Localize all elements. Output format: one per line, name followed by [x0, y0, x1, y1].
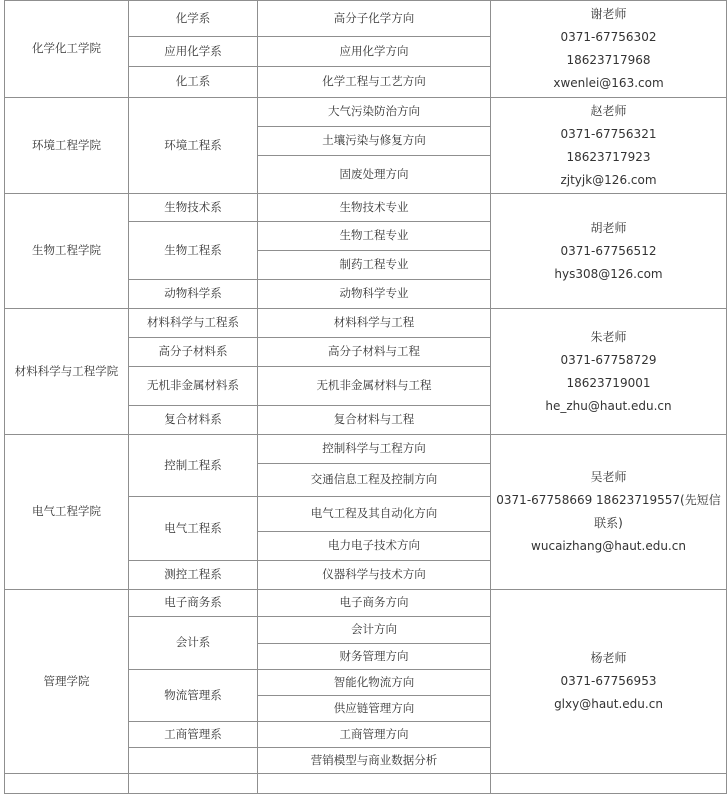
- contact-cell: [491, 194, 727, 309]
- contact-phone: 0371-67758729: [560, 352, 657, 367]
- major-name: 材料科学与工程: [258, 309, 491, 338]
- major-name: 电子商务方向: [258, 590, 491, 617]
- college-name: 电气工程学院: [5, 435, 129, 590]
- contact-cell: [491, 590, 727, 774]
- college-name: 材料科学与工程学院: [5, 309, 129, 435]
- major-name: 固废处理方向: [258, 156, 491, 194]
- contact-phone: 0371-67756512: [560, 243, 657, 258]
- department-name: 无机非金属材料系: [129, 367, 258, 406]
- department-name: 材料科学与工程系: [129, 309, 258, 338]
- department-name: 测控工程系: [129, 561, 258, 590]
- major-name: 会计方向: [258, 617, 491, 644]
- contact-mobile: 18623719001: [566, 375, 651, 390]
- major-name: 高分子材料与工程: [258, 338, 491, 367]
- major-name: 制药工程专业: [258, 251, 491, 280]
- major-name: 复合材料与工程: [258, 406, 491, 435]
- college-name: 化学化工学院: [5, 1, 129, 98]
- college-name: 生物工程学院: [5, 194, 129, 309]
- major-name: 电力电子技术方向: [258, 532, 491, 561]
- department-name: 化工系: [129, 67, 258, 98]
- major-name: 财务管理方向: [258, 644, 491, 670]
- contact-teacher: 谢老师: [590, 7, 627, 21]
- major-name: 营销模型与商业数据分析: [258, 748, 491, 774]
- major-name: 动物科学专业: [258, 280, 491, 309]
- program-table: [4, 0, 727, 794]
- contact-teacher: 吴老师: [590, 470, 627, 484]
- department-name: 物流管理系: [129, 670, 258, 722]
- contact-email: hys308@126.com: [554, 266, 663, 281]
- contact-phone: 0371-67758669 18623719557(先短信联系): [496, 493, 721, 530]
- contact-teacher: 胡老师: [590, 220, 627, 235]
- contact-cell: [491, 1, 727, 98]
- contact-phone: 0371-67756953: [560, 674, 657, 688]
- contact-email: xwenlei@163.com: [553, 76, 664, 90]
- major-name: 无机非金属材料与工程: [258, 367, 491, 406]
- major-name: 供应链管理方向: [258, 696, 491, 722]
- major-name: 智能化物流方向: [258, 670, 491, 696]
- department-name: 电气工程系: [129, 497, 258, 561]
- department-name: 生物技术系: [129, 194, 258, 222]
- contact-teacher: 赵老师: [590, 103, 627, 118]
- major-name: 化学工程与工艺方向: [258, 67, 491, 98]
- department-name: 生物工程系: [129, 222, 258, 280]
- contact-email: glxy@haut.edu.cn: [554, 697, 663, 711]
- department-name: 工商管理系: [129, 722, 258, 748]
- major-name: 电气工程及其自动化方向: [258, 497, 491, 532]
- college-name: 环境工程学院: [5, 98, 129, 194]
- department-name: 化学系: [129, 1, 258, 37]
- contact-email: wucaizhang@haut.edu.cn: [531, 539, 686, 553]
- contact-phone: 0371-67756302: [560, 30, 657, 44]
- major-name: 生物工程专业: [258, 222, 491, 251]
- major-name: 工商管理方向: [258, 722, 491, 748]
- major-name: 大气污染防治方向: [258, 98, 491, 127]
- contact-mobile: 18623717968: [566, 53, 651, 67]
- department-name: 电子商务系: [129, 590, 258, 617]
- contact-teacher: 杨老师: [590, 651, 627, 665]
- department-name: 复合材料系: [129, 406, 258, 435]
- department-name: 动物科学系: [129, 280, 258, 309]
- major-name: 应用化学方向: [258, 37, 491, 67]
- contact-email: he_zhu@haut.edu.cn: [545, 398, 672, 413]
- department-name: 控制工程系: [129, 435, 258, 497]
- department-name: 高分子材料系: [129, 338, 258, 367]
- contact-teacher: 朱老师: [590, 329, 627, 344]
- major-name: 高分子化学方向: [258, 1, 491, 37]
- major-name: 交通信息工程及控制方向: [258, 464, 491, 497]
- contact-cell: [491, 309, 727, 435]
- contact-cell: [491, 435, 727, 590]
- contact-phone: 0371-67756321: [560, 126, 657, 141]
- major-name: 生物技术专业: [258, 194, 491, 222]
- department-name: 环境工程系: [129, 98, 258, 194]
- department-name: [129, 748, 258, 774]
- contact-mobile: 18623717923: [566, 149, 651, 164]
- college-name: 管理学院: [5, 590, 129, 774]
- department-name: 会计系: [129, 617, 258, 670]
- department-name: 应用化学系: [129, 37, 258, 67]
- major-name: 控制科学与工程方向: [258, 435, 491, 464]
- major-name: 土壤污染与修复方向: [258, 127, 491, 156]
- contact-cell: [491, 98, 727, 194]
- major-name: 仪器科学与技术方向: [258, 561, 491, 590]
- contact-email: zjtyjk@126.com: [560, 172, 657, 187]
